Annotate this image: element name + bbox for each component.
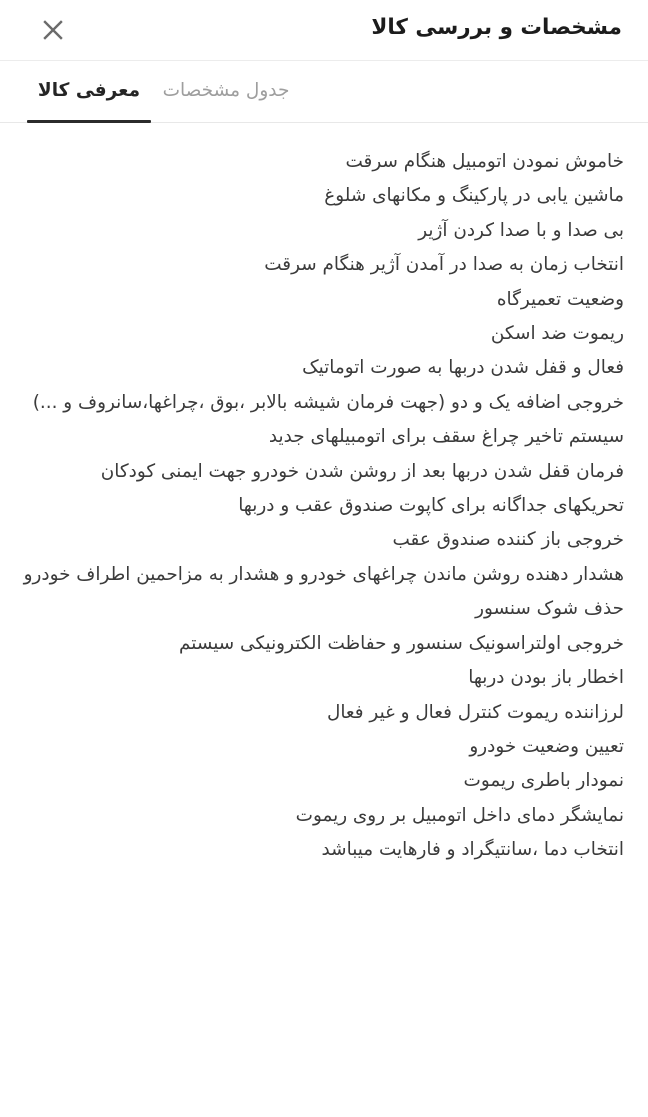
description-line: خروجی اضافه یک و دو (جهت فرمان شیشه بالابر ،بوق ،چراغها،سانروف و ...) (32, 391, 624, 413)
tab-specifications-table[interactable] (151, 61, 301, 122)
description-line: ریموت ضد اسکن (490, 323, 624, 345)
description-line: خروجی اولتراسونیک سنسور و حفاظت الکترونیکی سیستم (179, 632, 624, 654)
tab-product-introduction-label: معرفی کالا (37, 80, 141, 101)
description-line: انتخاب دما ،سانتیگراد و فارهایت میباشد (321, 839, 624, 861)
description-line: نمودار باطری ریموت (463, 770, 624, 792)
description-line: لرزاننده ریموت کنترل فعال و غیر فعال (326, 701, 624, 723)
close-button[interactable] (22, 0, 84, 60)
tab-bar (0, 61, 648, 123)
content-scroll-area[interactable] (0, 123, 648, 1117)
product-description (0, 123, 648, 868)
page-title: مشخصات و بررسی کالا (371, 15, 622, 40)
description-line: فعال و قفل شدن دربها به صورت اتوماتیک (302, 357, 624, 379)
description-line: اخطار باز بودن دربها (468, 667, 624, 689)
description-line: ماشین یابی در پارکینگ و مکانهای شلوغ (324, 185, 624, 207)
description-line: هشدار دهنده روشن ماندن چراغهای خودرو و هشدار به مزاحمین اطراف خودرو (23, 563, 624, 585)
description-line: انتخاب زمان به صدا در آمدن آژیر هنگام سرقت (264, 254, 624, 276)
tab-product-introduction[interactable] (27, 61, 151, 122)
description-line: بی صدا و با صدا کردن آژیر (418, 219, 624, 241)
modal-header (0, 0, 648, 61)
description-line: وضعیت تعمیرگاه (496, 288, 624, 310)
description-line: خروجی باز کننده صندوق عقب (392, 529, 624, 551)
description-line: نمایشگر دمای داخل اتومبیل بر روی ریموت (295, 804, 624, 826)
description-line: تحریکهای جداگانه برای کاپوت صندوق عقب و دربها (238, 495, 624, 517)
close-icon (38, 15, 68, 45)
description-line: سیستم تاخیر چراغ سقف برای اتومبیلهای جدید (268, 426, 624, 448)
description-line: تعیین وضعیت خودرو (469, 735, 624, 757)
description-line: خاموش نمودن اتومبیل هنگام سرقت (345, 151, 624, 172)
description-line: حذف شوک سنسور (475, 598, 624, 620)
tab-specifications-table-label: جدول مشخصات (162, 80, 290, 101)
description-line: فرمان قفل شدن دربها بعد از روشن شدن خودرو جهت ایمنی کودکان (100, 460, 624, 482)
